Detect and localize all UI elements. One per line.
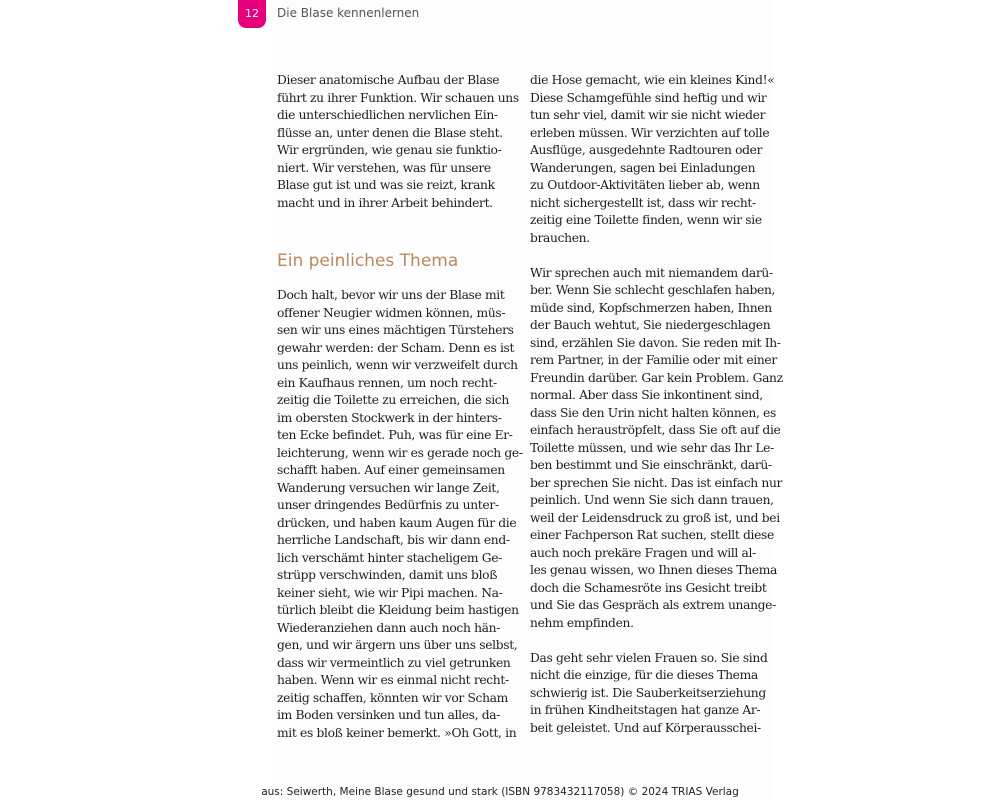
text-line: mit es bloß keiner bemerkt. »Oh Gott, in [277,725,517,740]
text-line: ein Kaufhaus rennen, um noch recht- [277,375,497,390]
text-line: brauchen. [530,230,590,245]
text-line: rem Partner, in der Familie oder mit einer [530,353,777,367]
text-line: ber. Wenn Sie schlecht geschlafen haben, [530,283,776,297]
text-line: türlich bleibt die Kleidung beim hastigen [277,603,519,617]
text-line: Wanderungen, sagen bei Einladungen [530,160,756,175]
body-paragraph [530,265,783,633]
running-title: Die Blase kennenlernen [277,6,420,20]
text-line: les genau wissen, wo Ihnen dieses Thema [530,563,778,577]
text-line: auch noch prekäre Fragen und will al- [530,545,756,560]
intro-paragraph [277,72,519,212]
text-line: im obersten Stockwerk in der hinters- [277,410,502,425]
text-line: nehm empfinden. [530,615,634,630]
text-line: Blase gut ist und was sie reizt, krank [277,178,495,192]
text-line: Diese Schamgefühle sind heftig und wir [530,90,767,105]
text-line: tun sehr viel, damit wir sie nicht wieder [530,108,766,122]
text-line: ben bestimmt und Sie einschränkt, darü- [530,458,772,472]
text-line: führt zu ihrer Funktion. Wir schauen uns [277,90,519,105]
text-line: ber sprechen Sie nicht. Das ist einfach nur [530,475,783,490]
text-line: und Sie das Gespräch als extrem unange- [530,598,776,612]
text-line: Wanderung versuchen wir lange Zeit, [277,480,500,495]
text-line: sen wir uns eines mächtigen Türstehers [277,323,514,337]
text-line: schafft haben. Auf einer gemeinsamen [277,463,505,477]
body-paragraph [277,287,523,742]
text-line: uns peinlich, wenn wir verzweifelt durch [277,358,518,372]
text-line: Wiederanziehen dann auch noch hän- [277,620,501,635]
text-line: niert. Wir verstehen, was für unsere [277,160,491,175]
text-line: Wir sprechen auch mit niemandem darü- [530,265,773,280]
text-line: müde sind, Kopfschmerzen haben, Ihnen [530,300,772,315]
text-line: sind, erzählen Sie davon. Sie reden mit Ih- [530,335,781,350]
text-line: nicht sichergestellt ist, dass wir recht- [530,195,756,210]
page-number-badge: 12 [238,0,266,28]
text-line: weil der Leidensdruck zu groß ist, und bei [530,510,780,525]
text-line: drücken, und haben kaum Augen für die [277,515,517,530]
text-line: beit geleistet. Und auf Körperausschei- [530,720,761,735]
text-line: haben. Wenn wir es einmal nicht recht- [277,673,509,687]
text-line: macht und in ihrer Arbeit behindert. [277,195,493,210]
text-line: in frühen Kindheitstagen hat ganze Ar- [530,703,761,717]
text-line: Freundin darüber. Gar kein Problem. Ganz [530,370,783,385]
text-line: gen, und wir ärgern uns über uns selbst, [277,638,518,652]
text-line: dass wir vermeintlich zu viel getrunken [277,655,511,670]
section-heading: Ein peinliches Thema [277,251,459,271]
text-line: zeitig eine Toilette finden, wenn wir sie [530,213,762,227]
text-line: zeitig die Toilette zu erreichen, die sich [277,393,509,407]
text-line: dass Sie den Urin nicht halten können, es [530,405,776,420]
text-line: herrliche Landschaft, bis wir dann end- [277,533,510,547]
text-line: normal. Aber dass Sie inkontinent sind, [530,388,763,402]
text-line: Das geht sehr vielen Frauen so. Sie sind [530,650,768,665]
text-line: peinlich. Und wenn Sie sich dann trauen, [530,493,774,507]
body-paragraph [530,650,768,738]
text-line: Dieser anatomische Aufbau der Blase [277,73,500,87]
source-footer: aus: Seiwerth, Meine Blase gesund und stark (ISBN 9783432117058) © 2024 TRIAS Verlag [261,786,739,798]
text-line: unser dringendes Bedürfnis zu unter- [277,498,499,512]
text-line: zu Outdoor-Aktivitäten lieber ab, wenn [530,178,760,192]
text-line: strüpp verschwinden, damit uns bloß [277,568,498,582]
text-line: der Bauch wehtut, Sie niedergeschlagen [530,318,771,332]
text-line: Toilette müssen, und wie sehr das Ihr Le- [530,440,774,455]
text-line: nicht die einzige, für die dieses Thema [530,668,758,682]
text-line: leichterung, wenn wir es gerade noch ge- [277,445,523,460]
text-line: ten Ecke befindet. Puh, was für eine Er- [277,428,513,442]
text-line: zeitig schaffen, könnten wir vor Scham [277,690,508,705]
text-line: Ausflüge, ausgedehnte Radtouren oder [530,143,763,157]
text-line: im Boden versinken und tun alles, da- [277,708,501,722]
text-line: Doch halt, bevor wir uns der Blase mit [277,288,505,302]
text-line: erleben müssen. Wir verzichten auf tolle [530,125,770,140]
text-line: die Hose gemacht, wie ein kleines Kind!« [530,73,775,87]
right-column [530,72,783,737]
text-line: flüsse an, unter denen die Blase steht. [277,125,503,140]
text-line: offener Neugier widmen können, müs- [277,305,506,320]
text-line: keiner sieht, wie wir Pipi machen. Na- [277,585,503,600]
text-line: die unterschiedlichen nervlichen Ein- [277,108,498,122]
text-line: einfach herauströpfelt, dass Sie oft auf die [530,423,781,437]
text-line: einer Fachperson Rat suchen, stellt diese [530,528,774,542]
text-line: lich verschämt hinter stacheligem Ge- [277,550,502,565]
body-paragraph [530,72,775,247]
text-line: gewahr werden: der Scham. Denn es ist [277,340,515,355]
text-line: Wir ergründen, wie genau sie funktio- [277,143,502,157]
text-line: doch die Schamesröte ins Gesicht treibt [530,580,767,595]
text-line: schwierig ist. Die Sauberkeitserziehung [530,685,766,700]
left-column [277,72,523,742]
